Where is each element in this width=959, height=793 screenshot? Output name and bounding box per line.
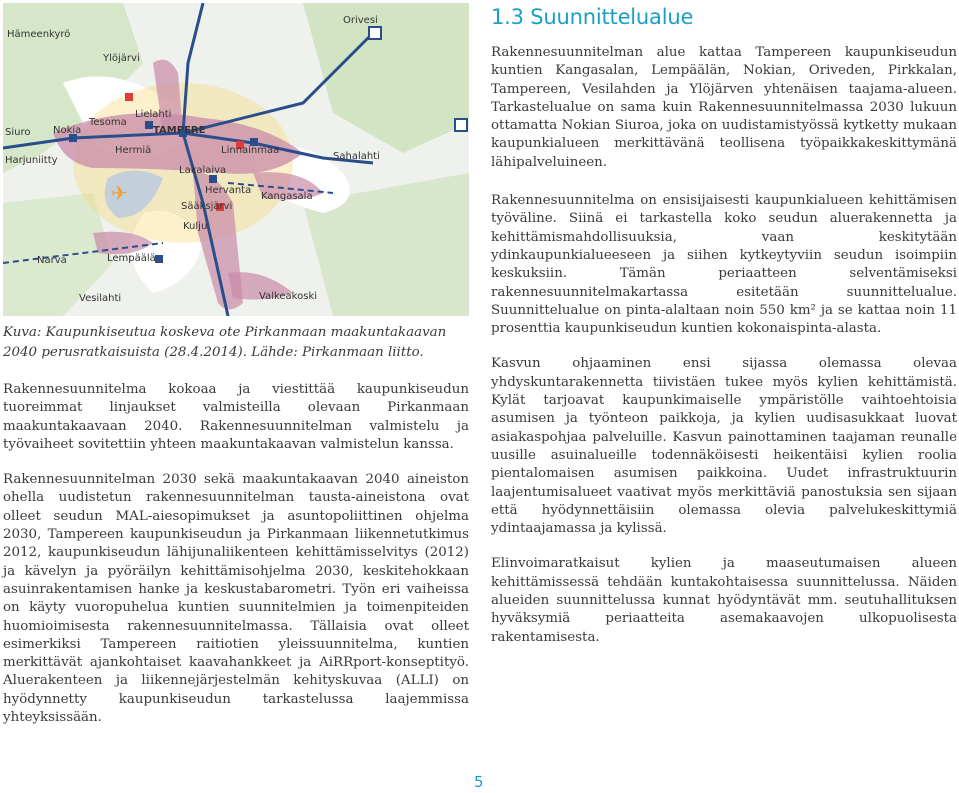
map-label-lakalaiva: Lakalaiva: [179, 165, 227, 176]
map-label-narva: Narva: [37, 255, 67, 266]
map-label-kulju: Kulju: [183, 221, 208, 232]
left-paragraph-1: Rakennesuunnitelma kokoaa ja viestittää kaupunkiseudun tuoreimmat linjaukset valmisteilla olevaan Pirkanmaan maakuntakaavaan 2040. Rakennesuunnitelman valmistelu ja työvaiheet sovitettiin yhteen maakuntakaavan valmistelun kanssa.: [3, 382, 469, 452]
regional-plan-map: [3, 3, 469, 316]
map-label-vesilahti: Vesilahti: [79, 293, 122, 304]
page-number: 5: [474, 773, 484, 791]
map-label-tampere: TAMPERE: [153, 125, 206, 136]
svg-text:✈: ✈: [111, 181, 128, 205]
map-label-orivesi: Orivesi: [343, 15, 378, 26]
right-paragraph-1: Rakennesuunnitelman alue kattaa Tampereen kaupunkiseudun kuntien Kangasalan, Lempäälän, Nokian, Oriveden, Pirkkalan, Tampereen, Vesilahden ja Ylöjärven yhtenäisen taajama-alueen. Tarkastelualue on sama kuin Rakennesuunnitelmassa 2030 lukuun ottamatta Nokian Siuroa, joka on uudistamistyössä kytketty mukaan kaupunkialueen merkittävänä teollisena työpaikkakeskittymänä lähipalveluineen.: [491, 45, 957, 170]
section-title: Suunnittelualue: [530, 5, 694, 29]
caption-line-2: 2040 perusratkaisuista (28.4.2014). Lähde: Pirkanmaan liitto.: [3, 345, 424, 361]
right-paragraph-2: Rakennesuunnitelma on ensisijaisesti kaupunkialueen kehittämisen työväline. Siinä ei tarkastella koko seudun aluerakennetta ja kehittämismahdollisuuksia, vaan keskitytään ydinkaupunkialueeseen ja siihen kytkeytyviin seudun isoimpiin keskuksiin. Tämän periaatteen selventämiseksi rakennesuunnitelmakartassa esitetään suunnittelualue. Suunnittelualue on pinta-alaltaan noin 550 km² ja se kattaa noin 11 prosenttia kaupunkiseudun kuntien kokonaispinta-alasta.: [491, 193, 957, 337]
map-label-saaksjarvi: Sääksjärvi: [181, 201, 233, 212]
map-label-lempaala: Lempäälä: [107, 253, 156, 264]
left-paragraph-2: Rakennesuunnitelman 2030 sekä maakuntakaavan 2040 aineiston ohella uudistetun rakennesuunnitelman tausta-aineistona ovat olleet seudun MAL-aiesopimukset ja asuntopoliittinen ohjelma 2030, Tampereen kaupunkiseudun ja Pirkanmaan liikennetutkimus 2012, kaupunkiseudun lähijunaliikenteen kehittämisselvitys (2012) ja kävelyn ja pyöräilyn kehittämisohjelma 2030, keskitehokkaan asuinrakentamisen hanke ja keskustabarometri. Työn eri vaiheissa on käyty vuoropuhelua kuntien suunnitelmien ja toimenpiteiden huomioimisesta rakennesuunnitelmassa. Tällaisia ovat olleet esimerkiksi Tampereen raitiotien yleissuunnitelma, kuntien merkittävät ajankohtaiset kaavahankkeet ja AiRRport-konseptityö. Aluerakenteen ja liikennejärjestelmän kehityskuvaa (ALLI) on hyödynnetty kaupunkiseudun tarkastelussa laajemmissa yhteyksissään.: [3, 472, 469, 726]
map-label-kangasala: Kangasala: [261, 191, 313, 202]
map-label-lielahti: Lielahti: [135, 109, 172, 120]
map-label-harjuniitty: Harjuniitty: [5, 155, 58, 166]
section-heading: [491, 5, 693, 29]
section-number: 1.3: [491, 5, 524, 29]
map-label-hervanta: Hervanta: [205, 185, 252, 196]
map-label-siuro: Siuro: [5, 127, 31, 138]
map-label-linnainmaa: Linnainmaa: [221, 145, 280, 156]
right-column: [491, 44, 957, 664]
map-label-nokia: Nokia: [53, 125, 82, 136]
map-label-sahalahti: Sahalahti: [333, 151, 380, 162]
map-label-hermia: Hermiä: [115, 145, 152, 156]
map-caption: [3, 323, 469, 364]
caption-line-1: Kuva: Kaupunkiseutua koskeva ote Pirkanmaan maakuntakaavan: [3, 325, 447, 340]
map-label-ylojarvi: Ylöjärvi: [103, 53, 140, 64]
right-paragraph-3: Kasvun ohjaaminen ensi sijassa olemassa olevaa yhdyskuntarakennetta tiivistäen tukee myös kylien kehittämistä. Kylät tarjoavat kaupunkimaiselle ympäristölle vaihtoehtoisia asumisen ja työnteon paikkoja, ja kylien uudisasukkaat luovat asiakaspohjaa palveluille. Kasvun painottaminen taajaman reunalle uusille asuinalueille todennäköisesti heikentäisi kylien roolia pientalomaisen asumisen paikkoina. Uudet infrastruktuurin laajentumisalueet vaativat myös merkittäviä panostuksia sen sijaan että hyödynnettäisiin olemassa olevia palvelukeskittymiä ydintaajamassa ja kylissä.: [491, 356, 957, 537]
left-column: [3, 381, 469, 744]
map-label-hameenkyro: Hämeenkyrö: [7, 29, 71, 40]
map-label-tesoma: Tesoma: [89, 117, 127, 128]
right-paragraph-4: Elinvoimaratkaisut kylien ja maaseutumaisen alueen kehittämissessä tehdään kuntakohtaisessa suunnittelussa. Näiden alueiden suunnittelussa kunnat hyödyntävät mm. seutuhallituksen hyväksymiä periaatteita asemakaavojen ulkopuolisesta rakentamisesta.: [491, 556, 957, 645]
map-label-valkeakoski: Valkeakoski: [259, 291, 318, 302]
